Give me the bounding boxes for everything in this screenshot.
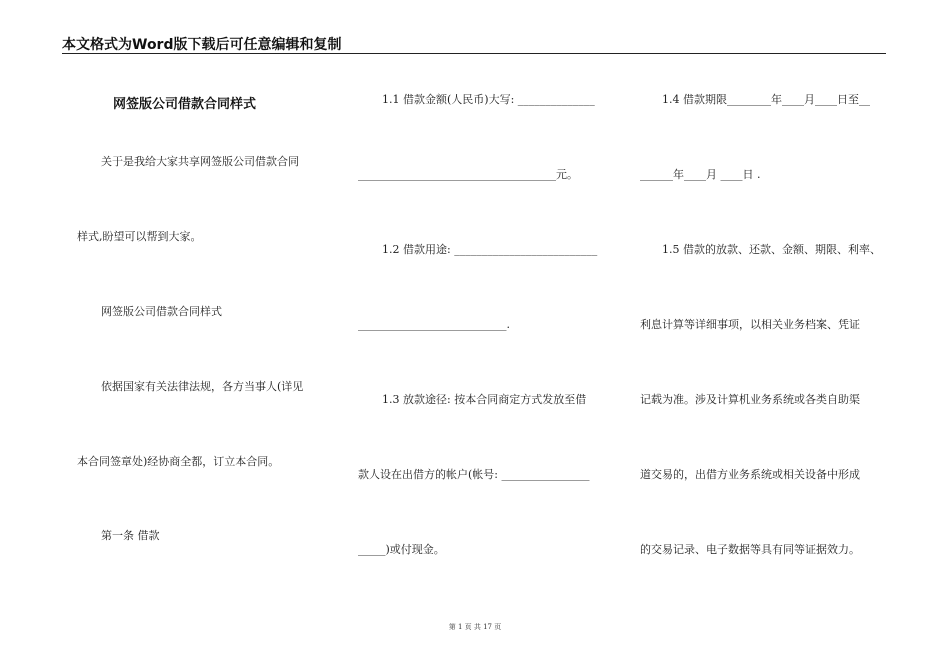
paragraph-line: 1.2 借款用途: __________________________ [382,243,598,256]
paragraph-line: ____________________________________元。 [358,168,578,181]
header-divider [62,53,886,54]
paragraph-line: _____)或付现金。 [358,543,445,556]
paragraph-line: 1.3 放款途径: 按本合同商定方式发放至借 [382,393,587,406]
paragraph-line: 依据国家有关法律法规，各方当事人(详见 [101,380,304,393]
paragraph-line: 本合同签章处)经协商全都，订立本合同。 [77,455,280,468]
paragraph-line: 关于是我给大家共享网签版公司借款合同 [101,155,299,168]
paragraph-line: 1.1 借款金额(人民币)大写: ______________ [382,93,595,106]
page-number: 第 1 页 共 17 页 [448,623,502,631]
section-heading: 第一条 借款 [101,529,160,542]
paragraph-line: 样式,盼望可以帮到大家。 [77,230,202,243]
paragraph-line: 的交易记录、电子数据等具有同等证据效力。 [640,543,860,556]
paragraph-line: 款人设在出借方的帐户(帐号: ________________ [358,468,590,481]
paragraph-line: ___________________________. [358,318,510,331]
paragraph-line: 利息计算等详细事项，以相关业务档案、凭证 [640,318,860,331]
paragraph-line: ______年____月 ____日 . [640,168,761,181]
document-header: 本文格式为Word版下载后可任意编辑和复制 [62,37,342,53]
paragraph-line: 道交易的，出借方业务系统或相关设备中形成 [640,468,860,481]
paragraph-line: 1.5 借款的放款、还款、金额、期限、利率、 [662,243,881,256]
document-title: 网签版公司借款合同样式 [113,97,257,112]
paragraph-line: 记载为准。涉及计算机业务系统或各类自助渠 [640,393,860,406]
paragraph-line: 网签版公司借款合同样式 [101,305,222,318]
paragraph-line: 1.4 借款期限________年____月____日至__ [662,93,870,106]
